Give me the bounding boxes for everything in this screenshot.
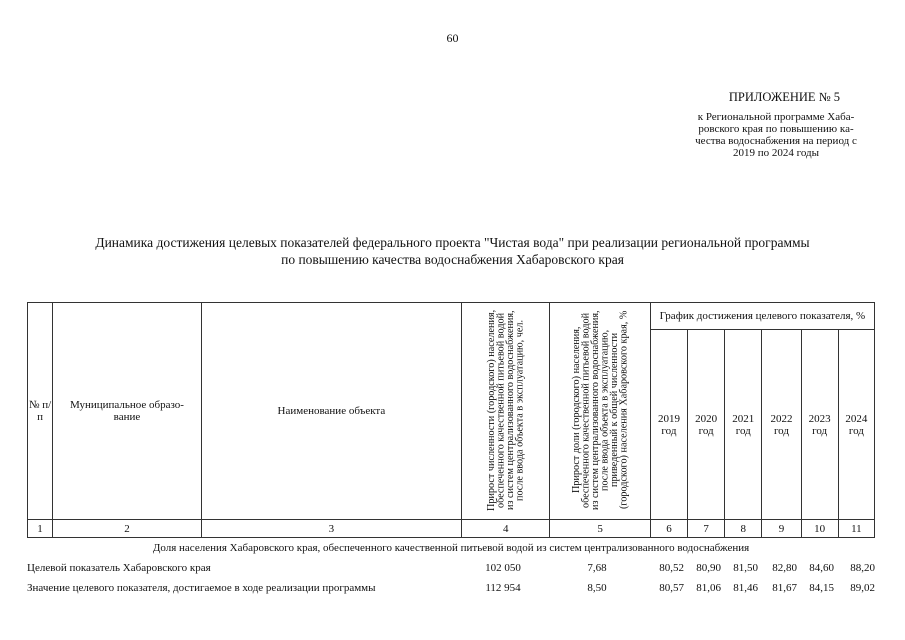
document-title-line: Динамика достижения целевых показателей федерального проекта "Чистая вода" при реализации региональной программы bbox=[95, 235, 810, 250]
table-row bbox=[27, 558, 875, 578]
header-year: 2024 год bbox=[838, 330, 874, 520]
column-number: 11 bbox=[838, 520, 874, 538]
section-title: Доля населения Хабаровского края, обеспеченного качественной питьевой водой из систем централизованного водоснабжения bbox=[152, 542, 750, 554]
appendix-subtitle-line: к Региональной программе Хаба- bbox=[697, 111, 855, 123]
column-number: 4 bbox=[462, 520, 550, 538]
row-value: 81,50 bbox=[733, 562, 758, 574]
row-value: 80,90 bbox=[696, 562, 721, 574]
row-value: 81,67 bbox=[772, 582, 797, 594]
column-number: 7 bbox=[688, 520, 725, 538]
header-year: 2020 год bbox=[688, 330, 725, 520]
row-value: 80,52 bbox=[659, 562, 684, 574]
header-object: Наименование объекта bbox=[201, 303, 461, 520]
row-share: 8,50 bbox=[587, 582, 607, 594]
row-value: 82,80 bbox=[772, 562, 797, 574]
row-share: 7,68 bbox=[587, 562, 607, 574]
indicator-table bbox=[27, 302, 875, 538]
column-number: 6 bbox=[650, 520, 687, 538]
column-number: 10 bbox=[801, 520, 838, 538]
header-year: 2021 год bbox=[725, 330, 762, 520]
document-title bbox=[0, 234, 905, 268]
row-value: 84,60 bbox=[809, 562, 834, 574]
row-label: Значение целевого показателя, достигаемое в ходе реализации программы bbox=[27, 582, 376, 594]
document-title-line: по повышению качества водоснабжения Хабаровского края bbox=[281, 252, 624, 267]
column-number: 1 bbox=[28, 520, 53, 538]
column-number: 2 bbox=[53, 520, 202, 538]
column-number: 3 bbox=[201, 520, 461, 538]
header-share-growth bbox=[550, 303, 650, 520]
page-number: 60 bbox=[446, 31, 459, 45]
table-row bbox=[27, 578, 875, 598]
header-population-growth bbox=[462, 303, 550, 520]
header-municipality: Муниципальное образо-вание bbox=[53, 303, 202, 520]
appendix-subtitle-line: 2019 по 2024 годы bbox=[732, 147, 820, 159]
column-number: 8 bbox=[725, 520, 762, 538]
header-year: 2019 год bbox=[650, 330, 687, 520]
row-label: Целевой показатель Хабаровского края bbox=[27, 562, 211, 574]
appendix-subtitle-line: чества водоснабжения на период с bbox=[695, 135, 857, 147]
appendix-subtitle bbox=[680, 111, 872, 159]
column-number: 9 bbox=[762, 520, 801, 538]
header-year: 2023 год bbox=[801, 330, 838, 520]
header-num: № п/п bbox=[28, 303, 53, 520]
data-table bbox=[27, 538, 875, 598]
row-value: 84,15 bbox=[809, 582, 834, 594]
header-share-growth-text: Прирост доли (городского) населения, обеспеченного качественной питьевой водой из систем централизованного водоснабжения, после ввода объекта в эксплуатацию, приведенный к общей численности (городского) населения Хабаровского края, % bbox=[570, 309, 630, 510]
row-population: 102 050 bbox=[485, 562, 521, 574]
row-value: 89,02 bbox=[850, 582, 876, 594]
appendix-title: ПРИЛОЖЕНИЕ № 5 bbox=[728, 90, 840, 104]
header-year: 2022 год bbox=[762, 330, 801, 520]
header-population-growth-text: Прирост численности (городского) населения, обеспеченного качественной питьевой водой из систем централизованного водоснабжения, после ввода объекта в эксплуатацию, чел. bbox=[485, 308, 526, 511]
header-schedule: График достижения целевого показателя, % bbox=[650, 303, 874, 330]
row-value: 81,46 bbox=[733, 582, 758, 594]
row-population: 112 954 bbox=[485, 582, 521, 594]
row-value: 88,20 bbox=[850, 562, 876, 574]
row-value: 80,57 bbox=[659, 582, 684, 594]
row-value: 81,06 bbox=[696, 582, 721, 594]
appendix-subtitle-line: ровского края по повышению ка- bbox=[698, 123, 854, 135]
column-number: 5 bbox=[550, 520, 650, 538]
